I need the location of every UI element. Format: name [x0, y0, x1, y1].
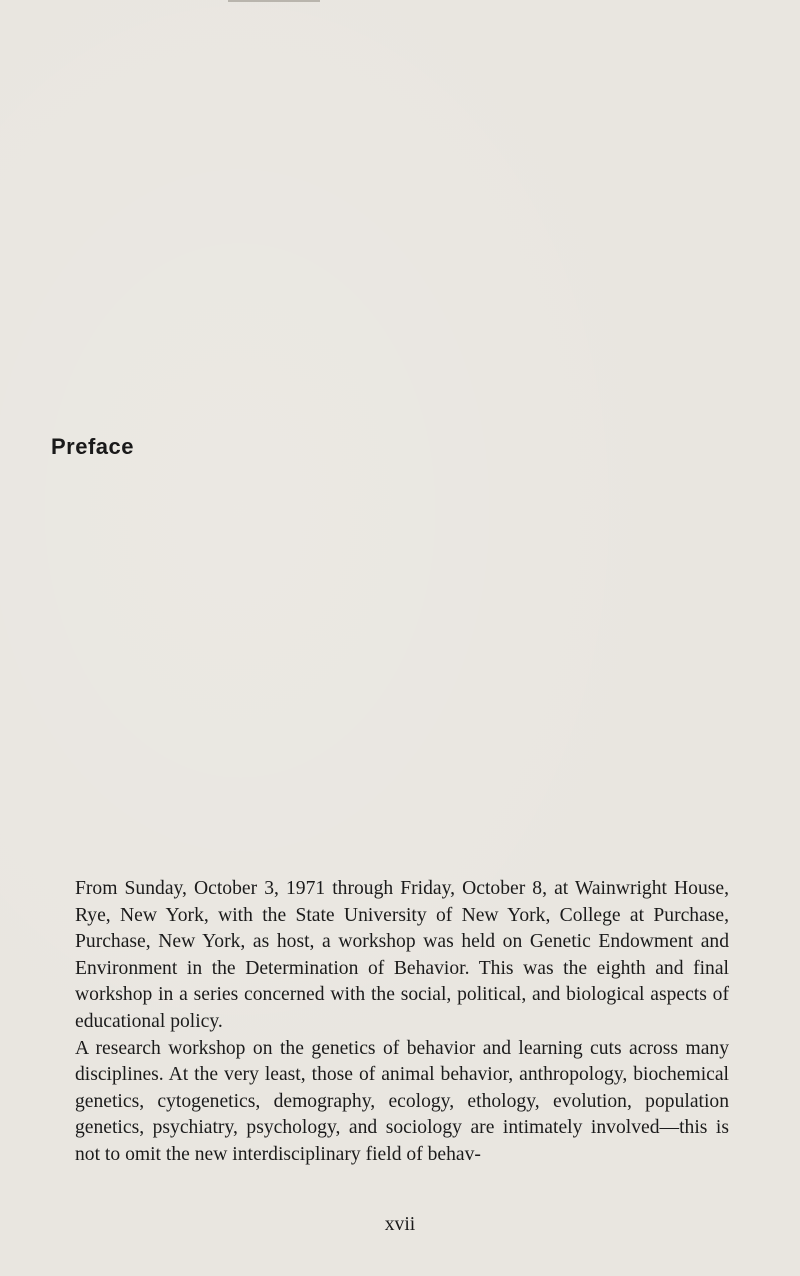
page-edge-mark: [228, 0, 320, 2]
preface-body: [75, 876, 729, 1169]
paragraph-1: From Sunday, October 3, 1971 through Friday, October 8, at Wainwright House, Rye, New York, with the State University of New York, College at Purchase, Purchase, New York, as host, a workshop was held on Genetic Endowment and Environment in the Determination of Behavior. This was the eighth and final workshop in a series concerned with the social, political, and biological aspects of educational policy.: [75, 878, 729, 1032]
paragraph-2: A research workshop on the genetics of behavior and learning cuts across many disciplines. At the very least, those of animal behavior, anthropology, biochemical genetics, cytogenetics, demography, ecology, ethology, evolution, population genetics, psychiatry, psychology, and sociology are intimately involved—this is not to omit the new interdisciplinary field of behav-: [75, 1037, 729, 1165]
chapter-title: Preface: [51, 434, 135, 459]
page-number: xvii: [384, 1214, 416, 1235]
